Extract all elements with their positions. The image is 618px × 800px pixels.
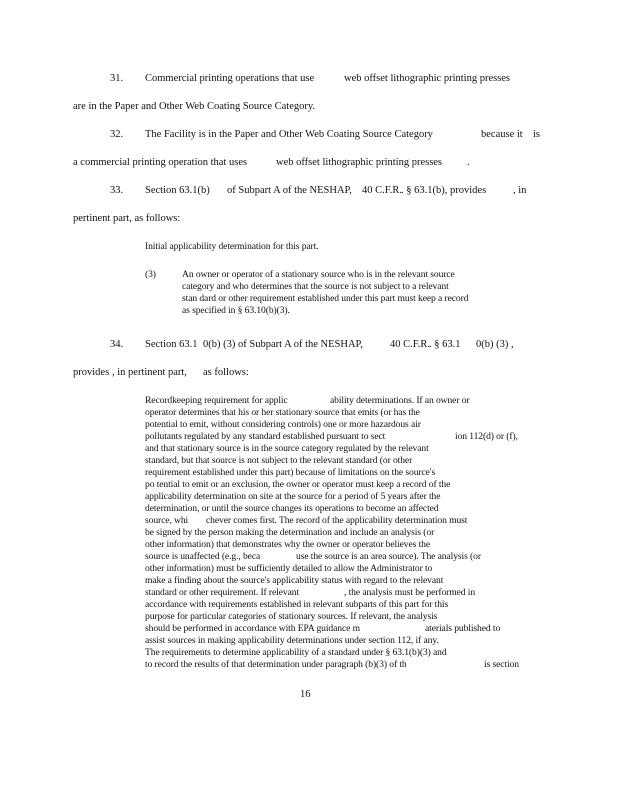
body-text: Section 63.1(b)	[145, 185, 210, 196]
body-text: 40 C.F.R.	[390, 339, 431, 350]
quote-text: purpose for particular categories of stationary sources. If relevant, the analysis	[145, 611, 438, 622]
body-text: of Subpart A of the NESHAP,	[227, 185, 352, 196]
quote-text: and that stationary source is in the source category regulated by the relevant	[145, 443, 429, 454]
quote-text: make a finding about the source's applicability status with regard to the relevant	[145, 575, 444, 586]
paragraph-number: 34.	[110, 339, 124, 350]
quote-text: accordance with requirements established in relevant subparts of this part for this	[145, 599, 449, 610]
quote-text: determination, or until the source changes its operations to become an affected	[145, 503, 439, 514]
quote-text: assist sources in making applicability determinations under section 112, if any.	[145, 635, 439, 646]
body-text: . § 63.1(b), provides	[401, 185, 487, 196]
quote-text: Recordkeeping requirement for applic	[145, 395, 288, 406]
quote-text: potential to emit, without considering controls) one or more hazardous air	[145, 419, 421, 430]
quote-text: operator determines that his or her stationary source that emits (or has the	[145, 407, 420, 418]
body-text: 0(b) (3) of Subpart A of the NESHAP,	[203, 339, 363, 350]
quote-text: be signed by the person making the determination and include an analysis (or	[145, 527, 435, 538]
quote-text: standard or other requirement. If relevant	[145, 587, 300, 598]
quote-text: source is unaffected (e.g., beca	[145, 551, 261, 562]
body-text: 0(b) (3) ,	[476, 339, 514, 350]
page-number: 16	[300, 689, 311, 700]
paragraph-number: 33.	[110, 185, 124, 196]
quote-text: applicability determination on site at the source for a period of 5 years after the	[145, 491, 441, 502]
quote-text: to record the results of that determination under paragraph (b)(3) of th	[145, 659, 407, 670]
quote-text: po tential to emit or an exclusion, the owner or operator must keep a record of the	[145, 479, 451, 490]
quote-text: pollutants regulated by any standard established pursuant to sect	[145, 431, 386, 442]
quote-text: ability determinations. If an owner or	[330, 395, 470, 406]
quote-text: The requirements to determine applicability of a standard under § 63.1(b)(3) and	[145, 647, 447, 658]
quote-text: category and who determines that the source is not subject to a relevant	[182, 281, 449, 292]
body-text: The Facility is in the Paper and Other Web Coating Source Category	[145, 129, 433, 140]
body-text: provides	[73, 367, 110, 378]
body-text: , in	[513, 185, 527, 196]
body-text: are in the Paper and Other Web Coating Source Category.	[73, 101, 316, 112]
quote-text: source, whi	[145, 515, 189, 526]
quote-text: use the source is an area source). The analysis (or	[296, 551, 481, 562]
quote-item-number: (3)	[145, 269, 156, 280]
body-text: is	[533, 129, 541, 140]
quote-text: should be performed in accordance with EPA guidance m	[145, 623, 360, 634]
quote-text: other information) must be sufficiently detailed to allow the Administrator to	[145, 563, 433, 574]
quote-text: other information) that demonstrates why the owner or operator believes the	[145, 539, 431, 550]
quote-text: , the analysis must be performed in	[344, 587, 476, 598]
body-text: , in pertinent part,	[112, 367, 187, 378]
quote-text: ion 112(d) or (f),	[455, 431, 518, 442]
quote-text: stan dard or other requirement established under this part must keep a record	[182, 293, 469, 304]
body-text: a commercial printing operation that uses	[73, 157, 248, 168]
quote-heading: Initial applicability determination for this part.	[145, 241, 319, 252]
body-text: . § 63.1	[429, 339, 461, 350]
quote-text: standard, but that source is not subject to the relevant standard (or other	[145, 455, 413, 466]
body-text: 40 C.F.R.	[362, 185, 403, 196]
body-text: Commercial printing operations that use	[145, 73, 315, 84]
paragraph-number: 32.	[110, 129, 124, 140]
body-text: pertinent part, as follows:	[73, 213, 181, 224]
quote-text: is section	[484, 659, 519, 670]
quote-text: chever comes first. The record of the applicability determination must	[206, 515, 468, 526]
quote-text: An owner or operator of a stationary source who is in the relevant source	[182, 269, 455, 280]
body-text: as follows:	[203, 367, 249, 378]
quote-text: as specified in § 63.10(b)(3).	[182, 305, 290, 316]
body-text: web offset lithographic printing presses	[276, 157, 443, 168]
body-text: because it	[481, 129, 523, 140]
quote-text: aterials published to	[425, 623, 501, 634]
body-text: web offset lithographic printing presses	[344, 73, 511, 84]
quote-text: requirement established under this part) because of limitations on the source's	[145, 467, 436, 478]
body-text: Section 63.1	[145, 339, 198, 350]
body-text: .	[467, 157, 470, 168]
paragraph-number: 31.	[110, 73, 124, 84]
